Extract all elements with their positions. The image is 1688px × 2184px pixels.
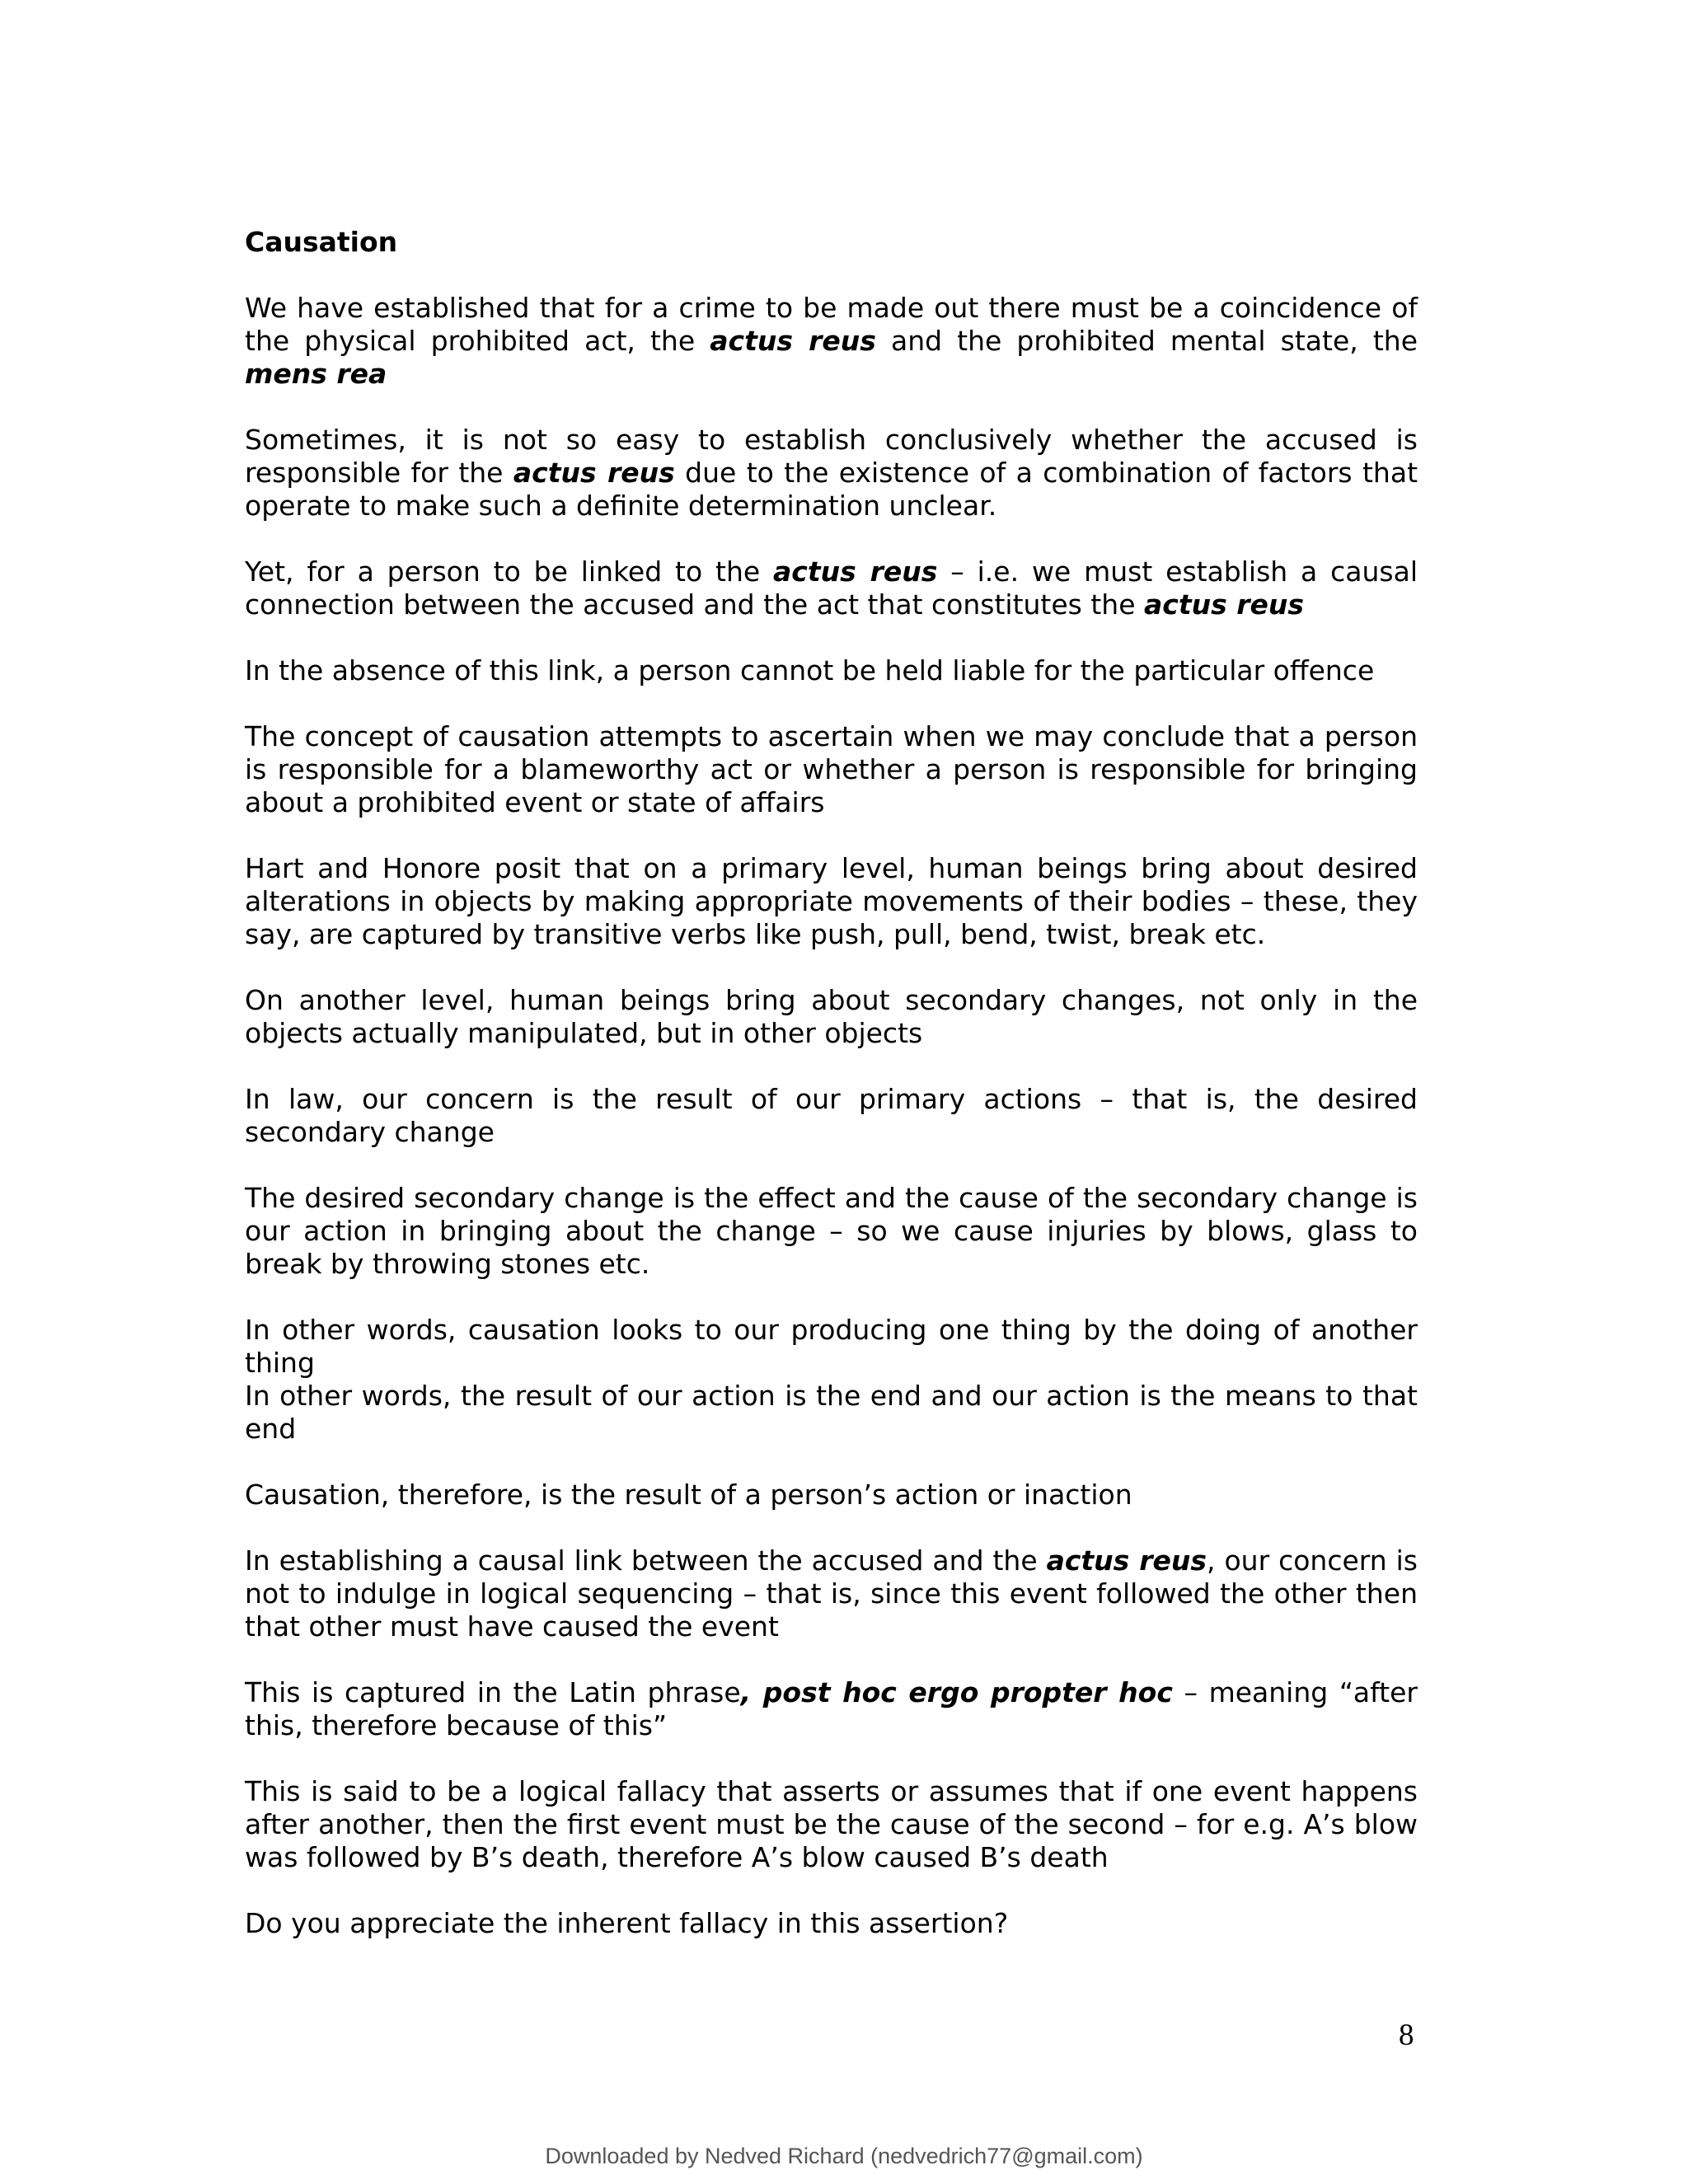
legal-term-emphasis: actus reus <box>1046 1544 1207 1577</box>
paragraph-effect-cause <box>245 1182 1418 1281</box>
text-run: – meaning “after this, therefore because of this” <box>245 1676 1418 1741</box>
paragraph-logical-sequencing <box>245 1544 1418 1643</box>
paragraph-law-concern <box>245 1083 1418 1149</box>
text-run: The desired secondary change is the effect and the cause of the secondary change is our action in bringing about the change – so we cause injuries by blows, glass to break by throwing stones etc. <box>245 1182 1418 1280</box>
text-run: due to the existence of a combination of factors that operate to make such a definite determination unclear. <box>245 457 1418 522</box>
text-run: – i.e. we must establish a causal connection between the accused and the act that constitutes the <box>245 555 1418 621</box>
text-run: On another level, human beings bring about secondary changes, not only in the objects actually manipulated, but in other objects <box>245 984 1418 1049</box>
text-run: Hart and Honore posit that on a primary level, human beings bring about desired alterations in objects by making appropriate movements of their bodies – these, they say, are captured by transitive verbs like push, pull, bend, twist, break etc. <box>245 852 1418 950</box>
text-run: In the absence of this link, a person cannot be held liable for the particular offence <box>245 654 1375 687</box>
text-run: Do you appreciate the inherent fallacy in this assertion? <box>245 1907 1009 1939</box>
legal-term-emphasis: actus reus <box>773 555 938 588</box>
text-run: Yet, for a person to be linked to the <box>245 555 774 588</box>
text-run: and the prohibited mental state, the <box>875 325 1418 357</box>
paragraph-causation-result <box>245 1479 1418 1511</box>
page-number: 8 <box>1399 2018 1414 2052</box>
section-heading: Causation <box>245 226 398 258</box>
paragraph-other-words-1 <box>245 1314 1418 1380</box>
latin-phrase-emphasis: , post hoc ergo propter hoc <box>740 1676 1173 1708</box>
text-run: Sometimes, it is not so easy to establish conclusively whether the accused is responsible for the <box>245 424 1418 489</box>
paragraph-factors <box>245 424 1418 523</box>
legal-term-emphasis: mens rea <box>245 358 387 390</box>
text-run: This is said to be a logical fallacy that asserts or assumes that if one event happens after another, then the first event must be the cause of the second – for e.g. A’s blow was followed by B’s death, therefore A’s blow caused B’s death <box>245 1775 1418 1873</box>
legal-term-emphasis: actus reus <box>513 457 675 489</box>
text-run: Causation, therefore, is the result of a person’s action or inaction <box>245 1479 1132 1511</box>
paragraph-latin-phrase <box>245 1676 1418 1742</box>
text-run: In law, our concern is the result of our primary actions – that is, the desired secondary change <box>245 1083 1418 1148</box>
text-run: In other words, causation looks to our producing one thing by the doing of another thing <box>245 1314 1418 1379</box>
paragraph-coincidence <box>245 292 1418 391</box>
text-run: , our concern is not to indulge in logical sequencing – that is, since this event followed the other then that other must have caused the event <box>245 1544 1418 1643</box>
text-run: We have established that for a crime to be made out there must be a coincidence of the physical prohibited act, the <box>245 292 1418 357</box>
paragraph-question <box>245 1907 1418 1940</box>
text-run: The concept of causation attempts to ascertain when we may conclude that a person is responsible for a blameworthy act or whether a person is responsible for bringing about a prohibited event or state of affairs <box>245 720 1418 818</box>
paragraph-secondary-changes <box>245 984 1418 1050</box>
paragraph-causal-connection <box>245 555 1418 621</box>
legal-term-emphasis: actus reus <box>710 325 876 357</box>
page-body <box>245 226 1418 1973</box>
paragraph-concept <box>245 720 1418 819</box>
legal-term-emphasis: actus reus <box>1144 588 1305 621</box>
paragraph-other-words-2 <box>245 1380 1418 1446</box>
text-run: In establishing a causal link between the accused and the <box>245 1544 1047 1577</box>
text-run: This is captured in the Latin phrase <box>245 1676 741 1708</box>
paragraph-logical-fallacy <box>245 1775 1418 1874</box>
paragraph-hart-honore <box>245 852 1418 951</box>
download-footer: Downloaded by Nedved Richard (nedvedrich77@gmail.com) <box>545 2144 1143 2168</box>
paragraph-absence-of-link <box>245 654 1418 687</box>
text-run: In other words, the result of our action is the end and our action is the means to that end <box>245 1380 1418 1445</box>
